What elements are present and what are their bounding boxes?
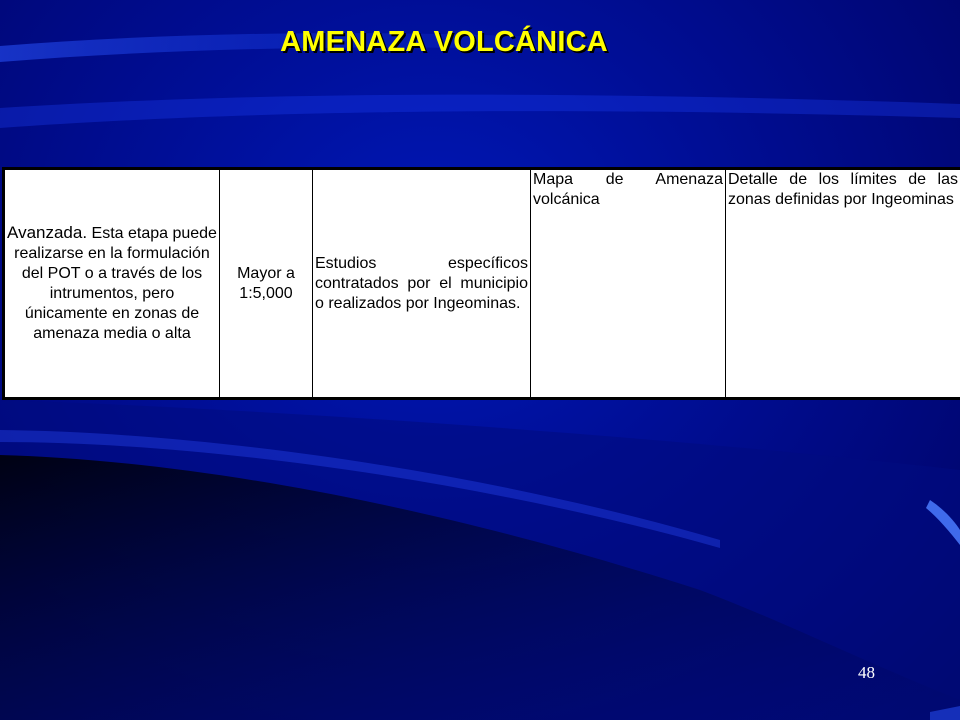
page-number: 48: [858, 663, 875, 682]
volcanic-hazard-table: [2, 167, 960, 400]
slide-title: AMENAZA VOLCÁNICA: [280, 26, 608, 58]
stage-text: Esta etapa puede realizarse en la formulación del POT o a través de los intrumentos, pero únicamente en zonas de amenaza media o alta: [14, 225, 217, 342]
stage-label: Avanzada.: [7, 223, 88, 242]
detail-cell: Detalle de los límites de las zonas definidas por Ingeominas: [726, 169, 960, 399]
product-cell: Mapa de Amenaza volcánica: [531, 169, 726, 399]
stage-cell: [4, 169, 220, 399]
table-row: [4, 169, 960, 399]
scale-cell: Mayor a 1:5,000: [220, 169, 313, 399]
studies-cell: Estudios específicos contratados por el municipio o realizados por Ingeominas.: [313, 169, 531, 399]
